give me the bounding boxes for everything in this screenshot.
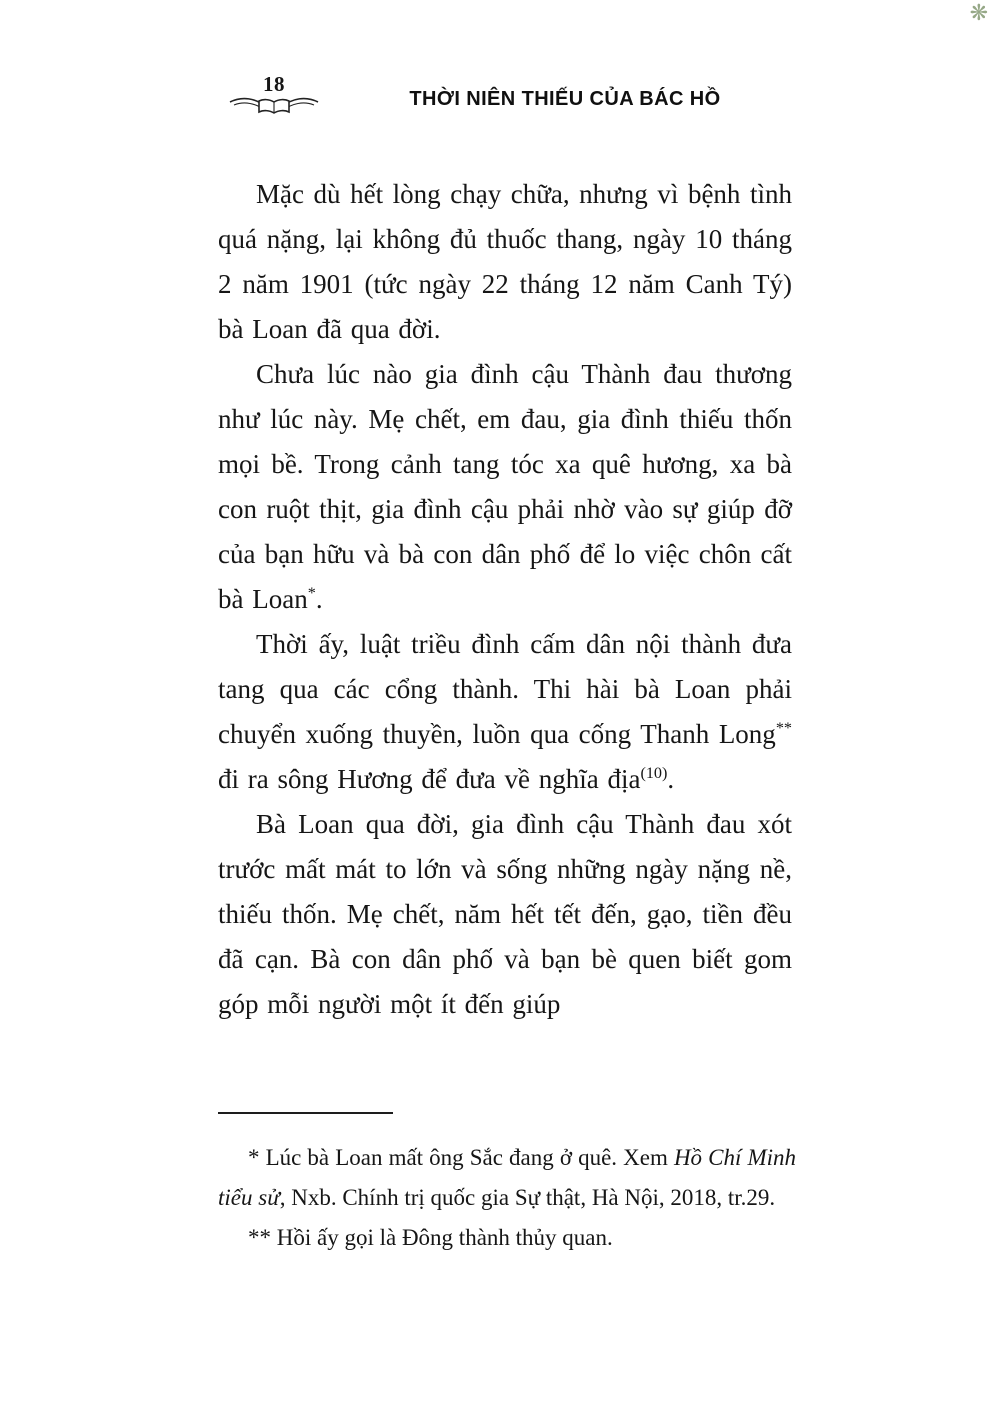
text-segment: , Nxb. Chính trị quốc gia Sự thật, Hà Nội, 2018, tr.29. — [279, 1185, 776, 1210]
footnote-list — [218, 1138, 796, 1258]
body-text — [218, 172, 792, 1027]
paragraph — [218, 622, 792, 802]
book-wings-icon — [226, 92, 322, 122]
text-segment: . — [667, 764, 675, 794]
text-segment: . — [315, 584, 323, 614]
footnote-separator — [218, 1112, 393, 1114]
footnote — [218, 1218, 796, 1258]
page-number: 18 — [263, 72, 285, 96]
footnote — [218, 1138, 796, 1218]
text-segment: đi ra sông Hương để đưa về nghĩa địa — [218, 764, 641, 794]
footnote-marker: (10) — [640, 764, 668, 782]
text-segment: Chưa lúc nào gia đình cậu Thành đau thương như lúc này. Mẹ chết, em đau, gia đình thiếu thốn mọi bề. Trong cảnh tang tóc xa quê hương, xa bà con ruột thịt, gia đình cậu phải nhờ vào sự giúp đỡ của bạn hữu và bà con dân phố để lo việc chôn cất bà Loan — [218, 359, 792, 614]
text-segment: Bà Loan qua đời, gia đình cậu Thành đau xót trước mất mát to lớn và sống những ngày nặng nề, thiếu thốn. Mẹ chết, năm hết tết đến, gạo, tiền đều đã cạn. Bà con dân phố và bạn bè quen biết gom góp mỗi người một ít đến giúp — [218, 809, 792, 1019]
paragraph — [218, 802, 792, 1027]
text-segment: * Lúc bà Loan mất ông Sắc đang ở quê. Xem — [248, 1145, 674, 1170]
paragraph — [218, 172, 792, 352]
text-segment: Thời ấy, luật triều đình cấm dân nội thành đưa tang qua các cổng thành. Thi hài bà Loan phải chuyển xuống thuyền, luồn qua cống Thanh Long — [218, 629, 792, 749]
page-number-ornament — [226, 72, 322, 122]
text-segment: Mặc dù hết lòng chạy chữa, nhưng vì bệnh tình quá nặng, lại không đủ thuốc thang, ngày 10 tháng 2 năm 1901 (tức ngày 22 tháng 12 năm Canh Tý) bà Loan đã qua đời. — [218, 179, 792, 344]
paragraph — [218, 352, 792, 622]
footnote-marker: ** — [775, 719, 792, 737]
footnote-marker: * — [307, 584, 316, 602]
text-segment: ** Hồi ấy gọi là Đông thành thủy quan. — [248, 1225, 613, 1250]
running-title: THỜI NIÊN THIẾU CỦA BÁC HỒ — [409, 88, 721, 110]
corner-flower-icon: ❋ — [969, 0, 988, 25]
text-segment: Hồ Chí Minh tiểu sử — [218, 1145, 797, 1210]
footnotes-section — [218, 1112, 796, 1258]
